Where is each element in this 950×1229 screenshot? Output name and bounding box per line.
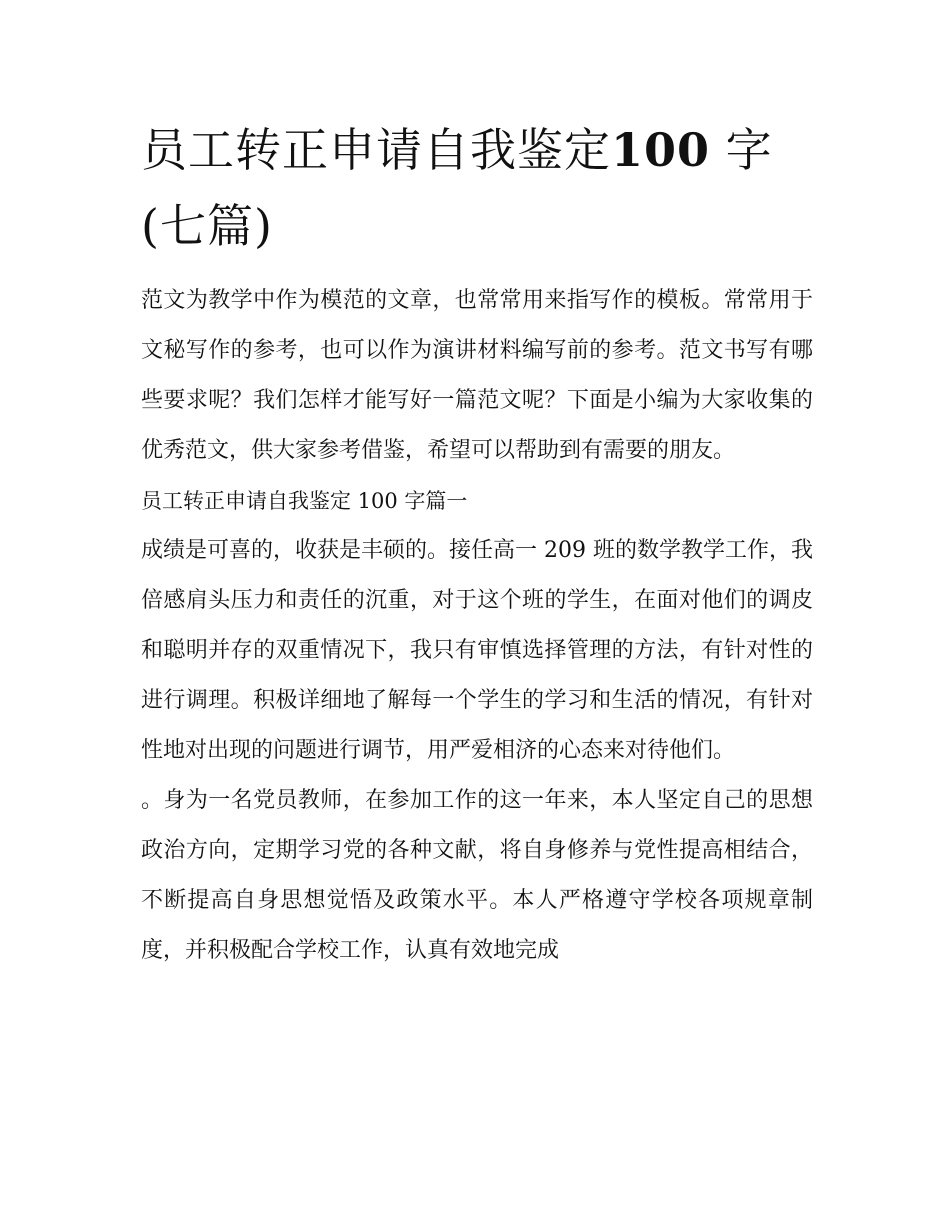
title-text-part1: 员工转正申请自我鉴定 (141, 123, 611, 177)
document-title (141, 112, 813, 264)
body-paragraph-1: 成绩是可喜的，收获是丰硕的。接任高一 209 班的数学教学工作，我倍感肩头压力和责任的沉重，对于这个班的学生，在面对他们的调皮和聪明并存的双重情况下，我只有审慎选择管理的方法，有针对性的进行调理。积极详细地了解每一个学生的学习和生活的情况，有针对性地对出现的问题进行调节，用严爱相济的心态来对待他们。 (141, 538, 813, 763)
title-text-part2: 字(七篇) (141, 123, 773, 253)
title-number: 100 (611, 123, 711, 177)
intro-paragraph: 范文为教学中作为模范的文章，也常常用来指写作的模板。常常用于文秘写作的参考，也可以作为演讲材料编写前的参考。范文书写有哪些要求呢？我们怎样才能写好一篇范文呢？下面是小编为大家收集的优秀范文，供大家参考借鉴，希望可以帮助到有需要的朋友。 (141, 288, 813, 463)
document-page (141, 112, 813, 976)
section-heading: 员工转正申请自我鉴定 100 字篇一 (141, 489, 468, 513)
body-paragraph-2: 。身为一名党员教师，在参加工作的这一年来，本人坚定自己的思想政治方向，定期学习党的各种文献，将自身修养与党性提高相结合，不断提高自身思想觉悟及政策水平。本人严格遵守学校各项规章制度，并积极配合学校工作，认真有效地完成 (141, 788, 813, 963)
